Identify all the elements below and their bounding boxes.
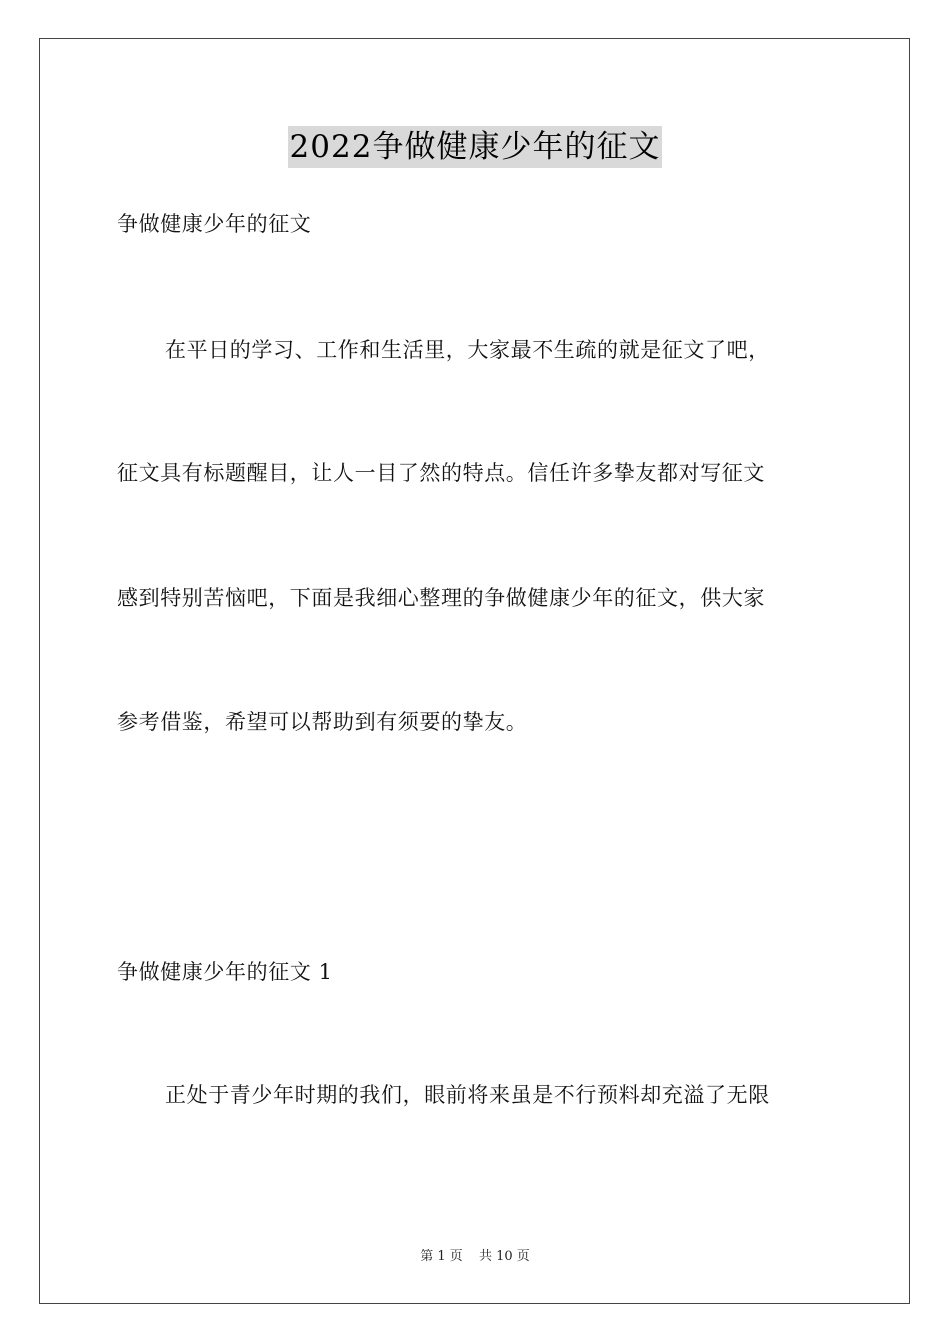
page-footer	[0, 1248, 950, 1266]
document-title[interactable]: 2022争做健康少年的征文	[288, 126, 663, 168]
intro-line-4[interactable]: 参考借鉴，希望可以帮助到有须要的挚友。	[117, 710, 528, 734]
section-paragraph-line-1[interactable]: 正处于青少年时期的我们，眼前将来虽是不行预料却充溢了无限	[165, 1083, 770, 1107]
intro-line-2[interactable]: 征文具有标题醒目，让人一目了然的特点。信任许多挚友都对写征文	[117, 461, 765, 485]
document-subtitle[interactable]: 争做健康少年的征文	[117, 212, 312, 236]
section-heading[interactable]: 争做健康少年的征文 1	[117, 960, 333, 984]
page-number: 第 1 页	[420, 1249, 463, 1264]
intro-line-3[interactable]: 感到特别苦恼吧，下面是我细心整理的争做健康少年的征文，供大家	[117, 586, 765, 610]
intro-line-1[interactable]: 在平日的学习、工作和生活里，大家最不生疏的就是征文了吧，	[165, 338, 770, 362]
title-container	[0, 126, 950, 168]
page-total: 共 10 页	[478, 1249, 530, 1264]
